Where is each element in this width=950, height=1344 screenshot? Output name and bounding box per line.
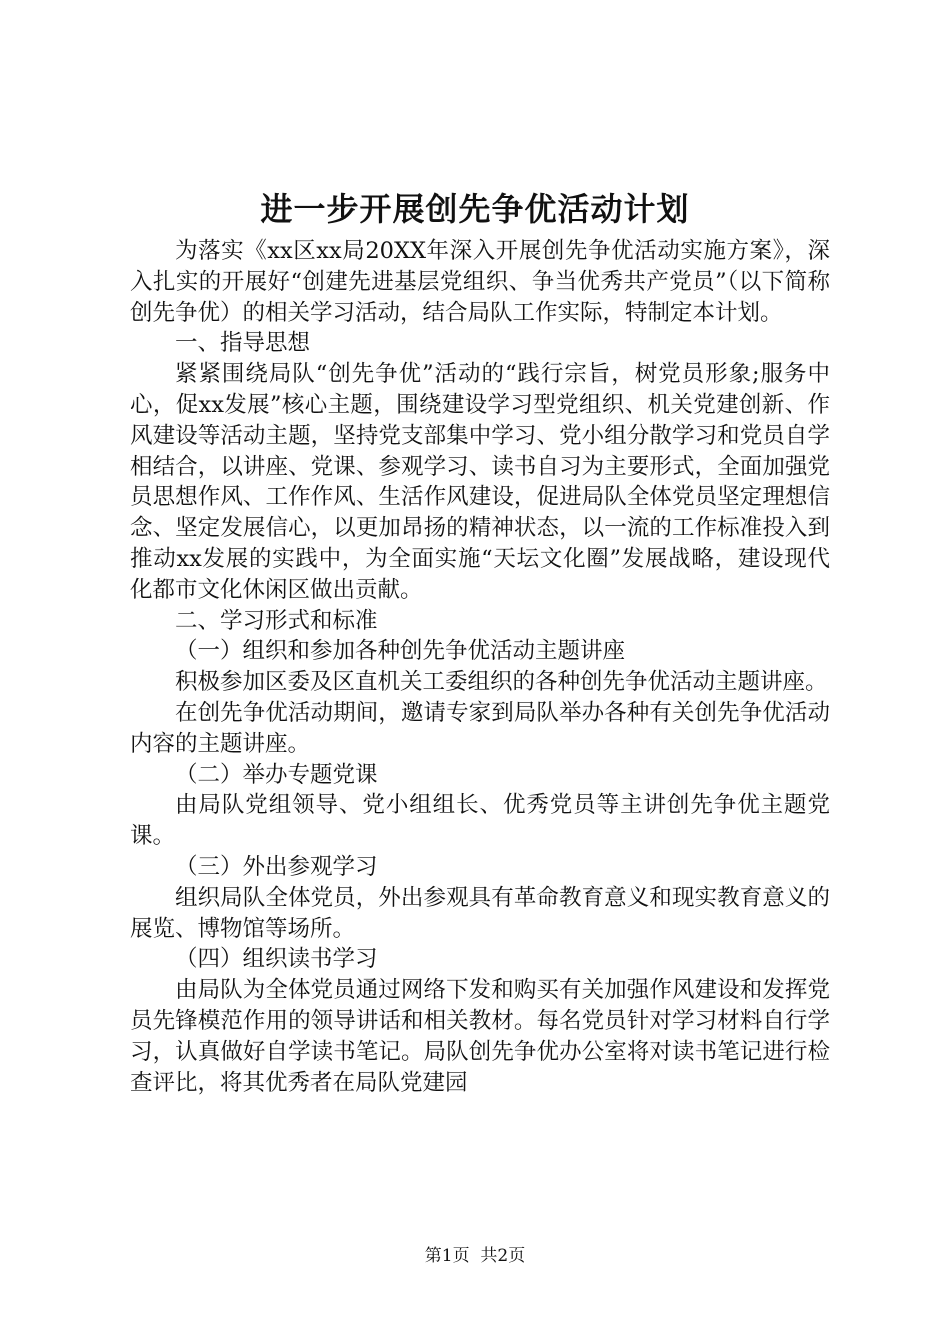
document-body [130, 236, 830, 1098]
subsection-heading-visit: （三）外出参观学习 [175, 853, 378, 880]
paragraph-lectures-1: 积极参加区委及区直机关工委组织的各种创先争优活动主题讲座。 [175, 669, 828, 696]
paragraph-intro: 为落实《xx区xx局20XX年深入开展创先争优活动实施方案》，深入扎实的开展好“创建先进基层党组织、争当优秀共产党员”（以下简称创先争优）的相关学习活动，结合局队工作实际，特制定本计划。 [130, 238, 830, 326]
paragraph-lectures-2: 在创先争优活动期间，邀请专家到局队举办各种有关创先争优活动内容的主题讲座。 [130, 699, 830, 757]
section-heading-guiding-thought: 一、指导思想 [175, 330, 311, 357]
paragraph-guiding-thought: 紧紧围绕局队“创先争优”活动的“践行宗旨，树党员形象;服务中心，促xx发展”核心主题，围绕建设学习型党组织、机关党建创新、作风建设等活动主题，坚持党支部集中学习、党小组分散学习和党员自学相结合，以讲座、党课、参观学习、读书自习为主要形式，全面加强党员思想作风、工作作风、生活作风建设，促进局队全体党员坚定理想信念、坚定发展信心，以更加昂扬的精神状态，以一流的工作标准投入到推动xx发展的实践中，为全面实施“天坛文化圈”发展战略，建设现代化都市文化休闲区做出贡献。 [130, 361, 830, 603]
page-footer [0, 1244, 950, 1268]
paragraph-visit: 组织局队全体党员，外出参观具有革命教育意义和现实教育意义的展览、博物馆等场所。 [130, 884, 830, 942]
page-number: 第1页 共2页 [424, 1246, 526, 1266]
paragraph-reading: 由局队为全体党员通过网络下发和购买有关加强作风建设和发挥党员先锋模范作用的领导讲话和相关教材。每名党员针对学习材料自行学习，认真做好自学读书笔记。局队创先争优办公室将对读书笔记进行检查评比，将其优秀者在局队党建园 [130, 977, 830, 1096]
subsection-heading-lectures: （一）组织和参加各种创先争优活动主题讲座 [175, 638, 626, 665]
section-heading-study-forms: 二、学习形式和标准 [175, 607, 378, 634]
subsection-heading-reading: （四）组织读书学习 [175, 946, 378, 973]
paragraph-party-class: 由局队党组领导、党小组组长、优秀党员等主讲创先争优主题党课。 [130, 792, 830, 850]
subsection-heading-party-class: （二）举办专题党课 [175, 761, 378, 788]
document-title: 进一步开展创先争优活动计划 [260, 190, 690, 228]
